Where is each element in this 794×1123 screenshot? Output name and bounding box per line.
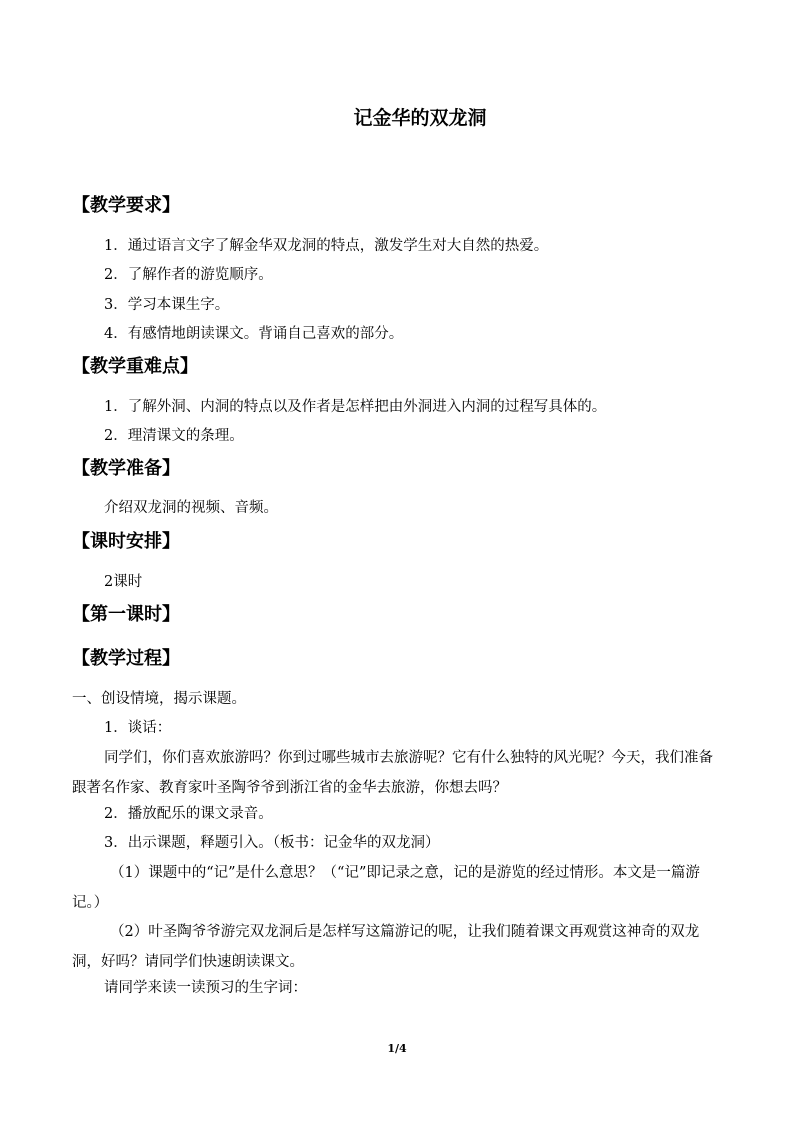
process-step-1: 一、创设情境，揭示课题。: [72, 691, 246, 707]
heading-difficulties: 【教学重难点】: [72, 356, 198, 377]
process-item-3: 3．出示课题，释题引入。（板书：记金华的双龙洞）: [104, 835, 440, 851]
process-talk-text: 同学们，你们喜欢旅游吗？你到过哪些城市去旅游呢？它有什么独特的风光呢？今天，我们准备跟著名作家、教育家叶圣陶爷爷到浙江省的金华去旅游，你想去吗？: [72, 750, 713, 796]
process-item-2: 2．播放配乐的课文录音。: [104, 806, 273, 822]
heading-preparation: 【教学准备】: [72, 458, 180, 479]
process-question-2: （2）叶圣陶爷爷游完双龙洞后是怎样写这篇游记的呢，让我们随着课文再观赏这神奇的双龙洞，好吗？请同学们快速朗读课文。: [72, 924, 700, 970]
process-talk-label: 1．谈话：: [104, 720, 172, 736]
heading-schedule: 【课时安排】: [72, 531, 180, 552]
preparation-text: 介绍双龙洞的视频、音频。: [104, 500, 278, 516]
page-number: 1/4: [387, 1042, 407, 1055]
schedule-text: 2课时: [104, 574, 143, 590]
document-title: 记金华的双龙洞: [353, 107, 487, 129]
requirement-item-4: 4．有感情地朗读课文。背诵自己喜欢的部分。: [104, 326, 404, 342]
heading-process: 【教学过程】: [72, 648, 180, 669]
difficulty-item-1: 1．了解外洞、内洞的特点以及作者是怎样把由外洞进入内洞的过程写具体的。: [104, 399, 607, 415]
heading-requirements: 【教学要求】: [72, 195, 180, 216]
requirement-item-3: 3．学习本课生字。: [104, 297, 230, 313]
process-question-1: （1）课题中的“记”是什么意思？（“记”即记录之意，记的是游览的经过情形。本文是一篇游记。）: [72, 865, 700, 911]
requirement-item-1: 1．通过语言文字了解金华双龙洞的特点，激发学生对大自然的热爱。: [104, 238, 549, 254]
difficulty-item-2: 2．理清课文的条理。: [104, 428, 244, 444]
process-read-words: 请同学来读一读预习的生字词：: [104, 980, 307, 996]
requirement-item-2: 2．了解作者的游览顺序。: [104, 267, 273, 283]
heading-first-lesson: 【第一课时】: [72, 604, 180, 625]
